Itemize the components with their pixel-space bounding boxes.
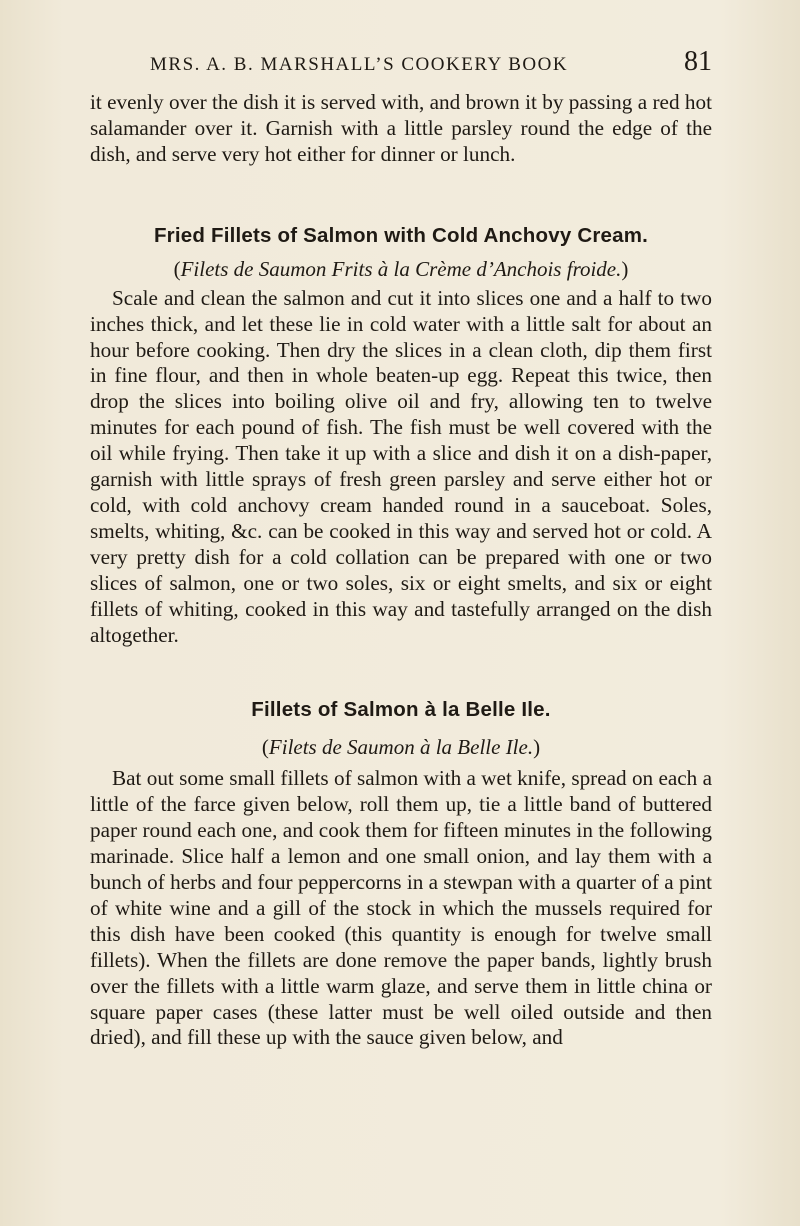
page-number: 81 <box>684 46 712 77</box>
recipe-body-fried-fillets: Scale and clean the salmon and cut it into slices one and a half to two inches thick, and let these lie in cold water with a little salt for about an hour before cooking. Then dry the slices in a clean cloth, dip them first in fine flour, and then in whole beaten-up egg. Repeat this twice, then drop the slices into boiling olive oil and fry, allowing ten to twelve minutes for each pound of fish. The fish must be well covered with the oil while frying. Then take it up with a slice and dish it on a dish-paper, garnish with little sprays of fresh green parsley and serve either hot or cold, with cold anchovy cream handed round in a sauceboat. Soles, smelts, whiting, &c. can be cooked in this way and served hot or cold. A very pretty dish for a cold collation can be prepared with one or two slices of salmon, one or two soles, six or eight smelts, and six or eight fillets of whiting, cooked in this way and tastefully arranged on the dish altogether. <box>90 285 712 647</box>
french-title-belle-ile: (Filets de Saumon à la Belle Ile.) <box>261 735 541 760</box>
recipe-title-fried-fillets: Fried Fillets of Salmon with Cold Anchovy Cream. <box>153 223 649 247</box>
french-title-text: Filets de Saumon à la Belle Ile. <box>268 735 534 760</box>
recipe-title-belle-ile: Fillets of Salmon à la Belle Ile. <box>251 698 551 722</box>
running-header <box>90 44 712 84</box>
page-content <box>90 44 712 1051</box>
french-title-text: Filets de Saumon Frits à la Crème d’Anchois froide. <box>180 256 622 281</box>
recipe-body-belle-ile: Bat out some small fillets of salmon with a wet knife, spread on each a little of the farce given below, roll them up, tie a little band of buttered paper round each one, and cook them for fifteen minutes in the following marinade. Slice half a lemon and one small onion, and lay them with a bunch of herbs and four peppercorns in a stewpan with a quarter of a pint of white wine and a gill of the stock in which the mussels required for this dish have been cooked (this quantity is enough for twelve small fillets). When the fillets are done remove the paper bands, lightly brush over the fillets with a little warm glaze, and serve them in little china or square paper cases (these latter must be well oiled outside and then dried), and fill these up with the sauce given below, and <box>90 766 712 1050</box>
french-title-fried-fillets: (Filets de Saumon Frits à la Crème d’Anchois froide.) <box>173 256 629 281</box>
running-title: MRS. A. B. MARSHALL’S COOKERY BOOK <box>150 54 569 75</box>
continuation-paragraph: it evenly over the dish it is served with, and brown it by passing a red hot salamander over it. Garnish with a little parsley round the edge of the dish, and serve very hot either for dinner or lunch. <box>90 90 712 166</box>
